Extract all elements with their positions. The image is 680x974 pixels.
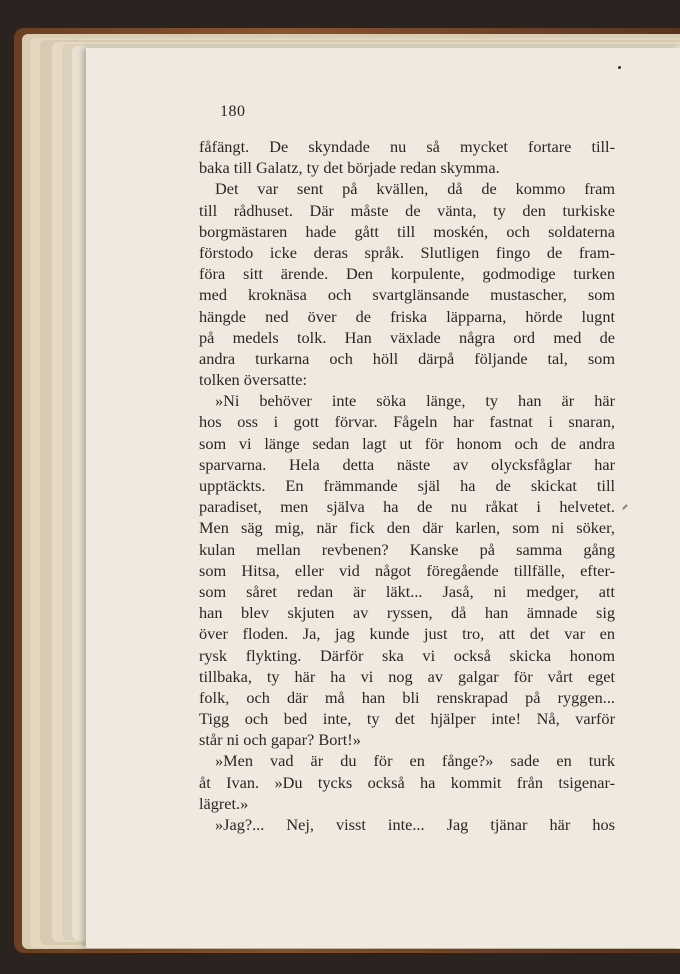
text-line: »Ni behöver inte söka länge, ty han är här xyxy=(215,391,615,411)
text-line: som såret redan är läkt... Jaså, ni medger, att xyxy=(199,581,615,601)
text-line: till rådhuset. Där måste de vänta, ty den turkiske xyxy=(199,200,615,220)
text-line: hos oss i gott förvar. Fågeln har fastnat i snaran, xyxy=(199,412,615,432)
text-line: Tigg och bed inte, ty det hjälper inte! Nå, varför xyxy=(199,709,615,729)
body-text xyxy=(199,136,615,835)
text-line: paradiset, men själva ha de nu råkat i helvetet. xyxy=(199,497,615,517)
text-line: kulan mellan revbenen? Kanske på samma gång xyxy=(199,539,615,559)
text-line: borgmästaren hade gått till moskén, och soldaterna xyxy=(199,221,615,241)
text-line: »Men vad är du för en fånge?» sade en turk xyxy=(215,751,615,771)
text-line: på medels tolk. Han växlade några ord med de xyxy=(199,327,615,347)
text-line: andra turkarna och höll därpå följande tal, som xyxy=(199,348,615,368)
text-line: baka till Galatz, ty det började redan skymma. xyxy=(199,158,500,178)
text-line: han blev skjuten av ryssen, då han ämnade sig xyxy=(199,603,615,623)
text-line: fåfängt. De skyndade nu så mycket fortare till- xyxy=(199,137,615,156)
text-line: »Jag?... Nej, visst inte... Jag tjänar här hos xyxy=(215,815,615,834)
text-line: lägret.» xyxy=(199,793,249,813)
text-line: står ni och gapar? Bort!» xyxy=(199,730,361,750)
text-line: förstodo icke deras språk. Slutligen fingo de fram- xyxy=(199,242,615,262)
text-line: med kroknäsa och svartglänsande mustascher, som xyxy=(199,285,615,305)
text-line: upptäckts. En främmande själ ha de skickat till xyxy=(199,476,615,495)
text-line: tolken översatte: xyxy=(199,370,308,390)
text-line: som vi länge sedan lagt ut för honom och de andra xyxy=(199,433,615,453)
text-line: folk, och där må han bli renskrapad på ryggen... xyxy=(199,687,615,707)
text-line: sparvarna. Hela detta näste av olycksfåglar har xyxy=(199,454,615,474)
text-line: över floden. Ja, jag kunde just tro, att det var en xyxy=(199,624,615,644)
text-line: Det var sent på kvällen, då de kommo fram xyxy=(215,179,615,199)
text-line: hängde ned över de friska läpparna, hörde lugnt xyxy=(199,306,615,326)
text-line: föra sitt ärende. Den korpulente, godmodige turken xyxy=(199,264,615,284)
text-line: tillbaka, ty här ha vi nog av galgar för vårt eget xyxy=(199,666,615,686)
text-line: åt Ivan. »Du tycks också ha kommit från tsigenar- xyxy=(199,772,615,792)
text-line: Men säg mig, när fick den där karlen, som ni söker, xyxy=(199,518,615,538)
text-line: rysk flykting. Därför ska vi också skicka honom xyxy=(199,645,615,665)
ink-dot xyxy=(618,66,621,69)
text-line: som Hitsa, eller vid något föregående tillfälle, efter- xyxy=(199,560,615,580)
page-number: 180 xyxy=(220,103,246,120)
